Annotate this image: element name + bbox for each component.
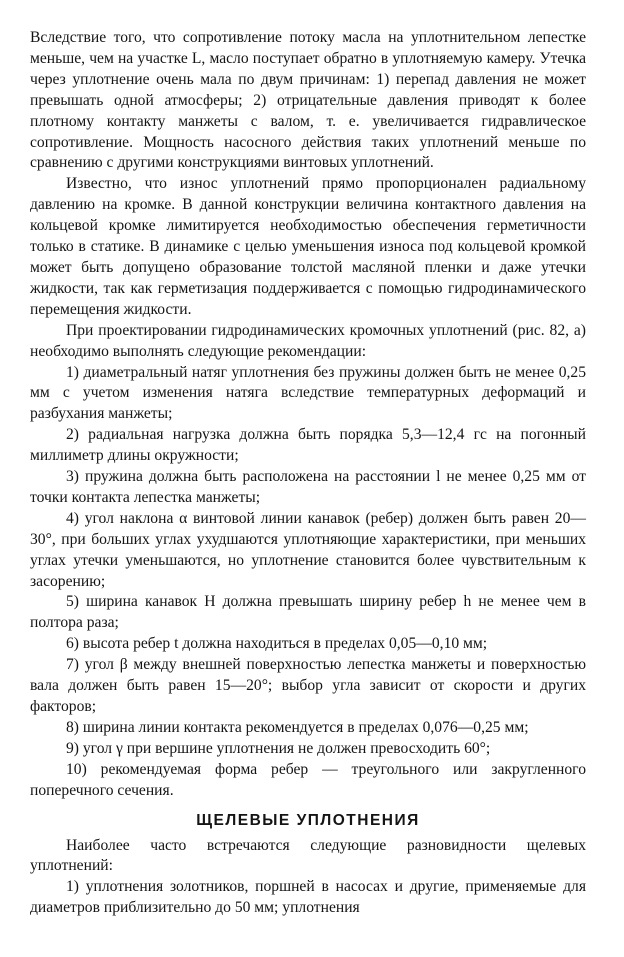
recommendation-4: 4) угол наклона α винтовой линии канавок (ребер) должен быть равен 20—30°, при больших углах ухудшаются уплотняющие характеристики, при меньших углах утечки уменьшаются, но уплотнение становится более чувствительным к засорению; [30, 509, 586, 590]
recommendation-9: 9) угол γ при вершине уплотнения не должен превосходить 60°; [66, 739, 491, 757]
recommendation-6: 6) высота ребер t должна находиться в пределах 0,05—0,10 мм; [66, 635, 488, 653]
section-heading: ЩЕЛЕВЫЕ УПЛОТНЕНИЯ [196, 811, 420, 829]
paragraph-1: Вследствие того, что сопротивление потоку масла на уплотнительном лепестке меньше, чем на участке L, масло поступает обратно в уплотняемую камеру. Утечка через уплотнение очень мала по двум причинам: 1) перепад давления не может превышать одной атмосферы; 2) отрицательные давления приводят к более плотному контакту манжеты с валом, т. е. увеличивается гидравлическое сопротивление. Мощность насосного действия таких уплотнений меньше по сравнению с другими конструкциями винтовых уплотнений. [30, 29, 586, 172]
recommendation-2: 2) радиальная нагрузка должна быть порядка 5,3—12,4 гс на погонный миллиметр длины окружности; [30, 426, 586, 465]
paragraph-section-item-1: 1) уплотнения золотников, поршней в насосах и другие, применяемые для диаметров приблизительно до 50 мм; уплотнения [30, 878, 586, 917]
paragraph-3: При проектировании гидродинамических кромочных уплотнений (рис. 82, а) необходимо выполнять следующие рекомендации: [30, 321, 586, 360]
page-text [30, 28, 586, 919]
recommendation-5: 5) ширина канавок H должна превышать ширину ребер h не менее чем в полтора раза; [30, 593, 586, 632]
recommendation-3: 3) пружина должна быть расположена на расстоянии l не менее 0,25 мм от точки контакта лепестка манжеты; [30, 468, 586, 506]
recommendation-10: 10) рекомендуемая форма ребер — треугольного или закругленного поперечного сечения. [30, 760, 586, 799]
recommendation-7: 7) угол β между внешней поверхностью лепестка манжеты и поверхностью вала должен быть равен 15—20°; выбор угла зависит от скорости и других факторов; [30, 656, 586, 715]
paragraph-section-intro: Наиболее часто встречаются следующие разновидности щелевых уплотнений: [30, 836, 586, 875]
recommendation-1: 1) диаметральный натяг уплотнения без пружины должен быть не менее 0,25 мм с учетом изменения натяга вследствие температурных деформаций и разбухания манжеты; [30, 363, 586, 423]
paragraph-2: Известно, что износ уплотнений прямо пропорционален радиальному давлению на кромке. В данной конструкции величина контактного давления на кольцевой кромке лимитируется необходимостью обеспечения герметичности только в статике. В динамике с целью уменьшения износа под кольцевой кромкой может быть допущено образование толстой масляной пленки и даже утечки жидкости, так как герметизация поддерживается с помощью гидродинамического перемещения жидкости. [30, 175, 586, 318]
recommendation-8: 8) ширина линии контакта рекомендуется в пределах 0,076—0,25 мм; [66, 718, 529, 736]
